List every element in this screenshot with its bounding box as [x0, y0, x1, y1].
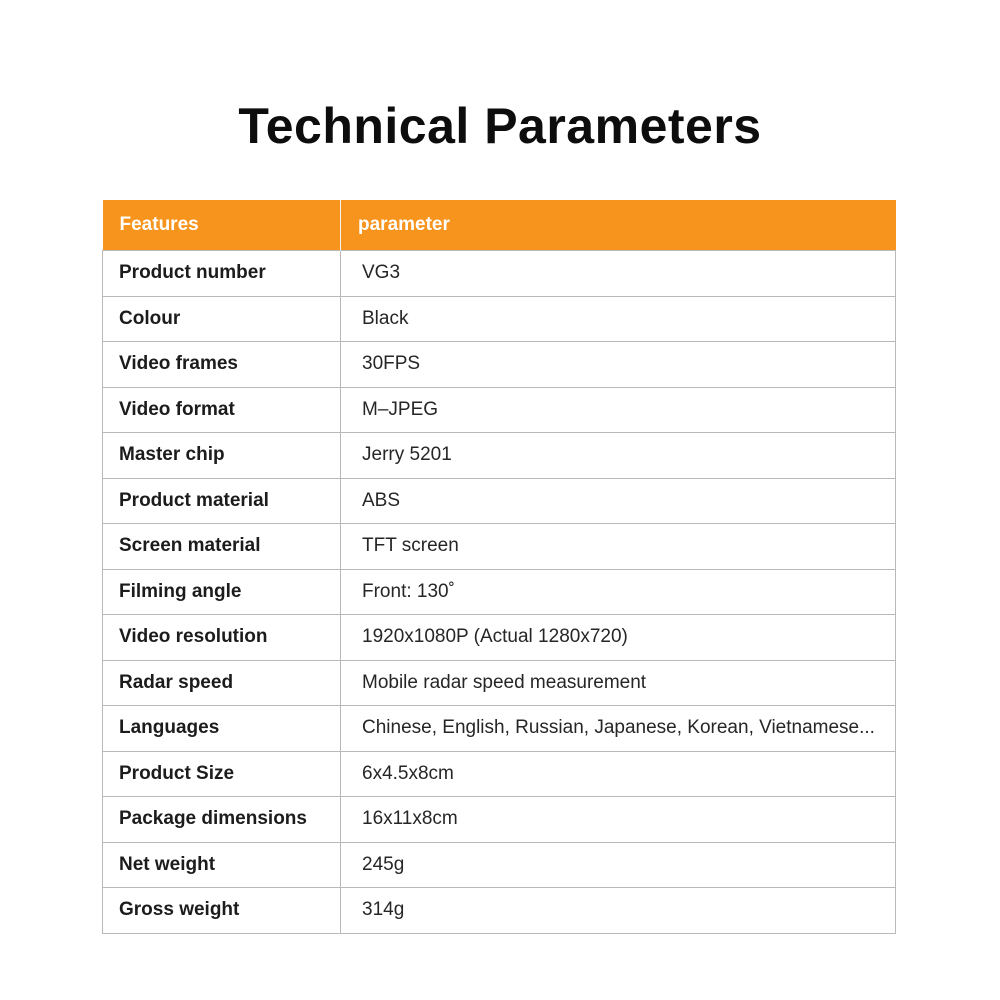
- feature-cell: Languages: [103, 706, 341, 752]
- feature-cell: Video resolution: [103, 615, 341, 661]
- feature-cell: Radar speed: [103, 660, 341, 706]
- feature-cell: Video frames: [103, 342, 341, 388]
- value-cell: Chinese, English, Russian, Japanese, Korean, Vietnamese...: [341, 706, 896, 752]
- feature-cell: Package dimensions: [103, 797, 341, 843]
- value-cell: Jerry 5201: [341, 433, 896, 479]
- value-cell: M–JPEG: [341, 387, 896, 433]
- feature-cell: Gross weight: [103, 888, 341, 934]
- table-row: [103, 660, 896, 706]
- header-features: Features: [103, 200, 341, 251]
- value-cell: 1920x1080P (Actual 1280x720): [341, 615, 896, 661]
- value-cell: 245g: [341, 842, 896, 888]
- table-row: [103, 615, 896, 661]
- value-cell: ABS: [341, 478, 896, 524]
- value-cell: 314g: [341, 888, 896, 934]
- feature-cell: Product number: [103, 251, 341, 297]
- table-row: [103, 888, 896, 934]
- table-row: [103, 842, 896, 888]
- feature-cell: Product material: [103, 478, 341, 524]
- feature-cell: Video format: [103, 387, 341, 433]
- page-title: Technical Parameters: [238, 98, 762, 154]
- table-row: [103, 706, 896, 752]
- value-cell: 16x11x8cm: [341, 797, 896, 843]
- table-row: [103, 524, 896, 570]
- value-cell: Front: 130˚: [341, 569, 896, 615]
- table-row: [103, 569, 896, 615]
- value-cell: Mobile radar speed measurement: [341, 660, 896, 706]
- feature-cell: Net weight: [103, 842, 341, 888]
- table-row: [103, 296, 896, 342]
- feature-cell: Filming angle: [103, 569, 341, 615]
- feature-cell: Screen material: [103, 524, 341, 570]
- spec-table: [102, 200, 896, 934]
- table-row: [103, 251, 896, 297]
- header-parameter: parameter: [341, 200, 896, 251]
- table-row: [103, 797, 896, 843]
- value-cell: 30FPS: [341, 342, 896, 388]
- value-cell: TFT screen: [341, 524, 896, 570]
- feature-cell: Product Size: [103, 751, 341, 797]
- value-cell: Black: [341, 296, 896, 342]
- table-row: [103, 433, 896, 479]
- table-row: [103, 387, 896, 433]
- feature-cell: Colour: [103, 296, 341, 342]
- table-header-row: [103, 200, 896, 251]
- value-cell: 6x4.5x8cm: [341, 751, 896, 797]
- table-row: [103, 751, 896, 797]
- value-cell: VG3: [341, 251, 896, 297]
- feature-cell: Master chip: [103, 433, 341, 479]
- table-row: [103, 342, 896, 388]
- table-row: [103, 478, 896, 524]
